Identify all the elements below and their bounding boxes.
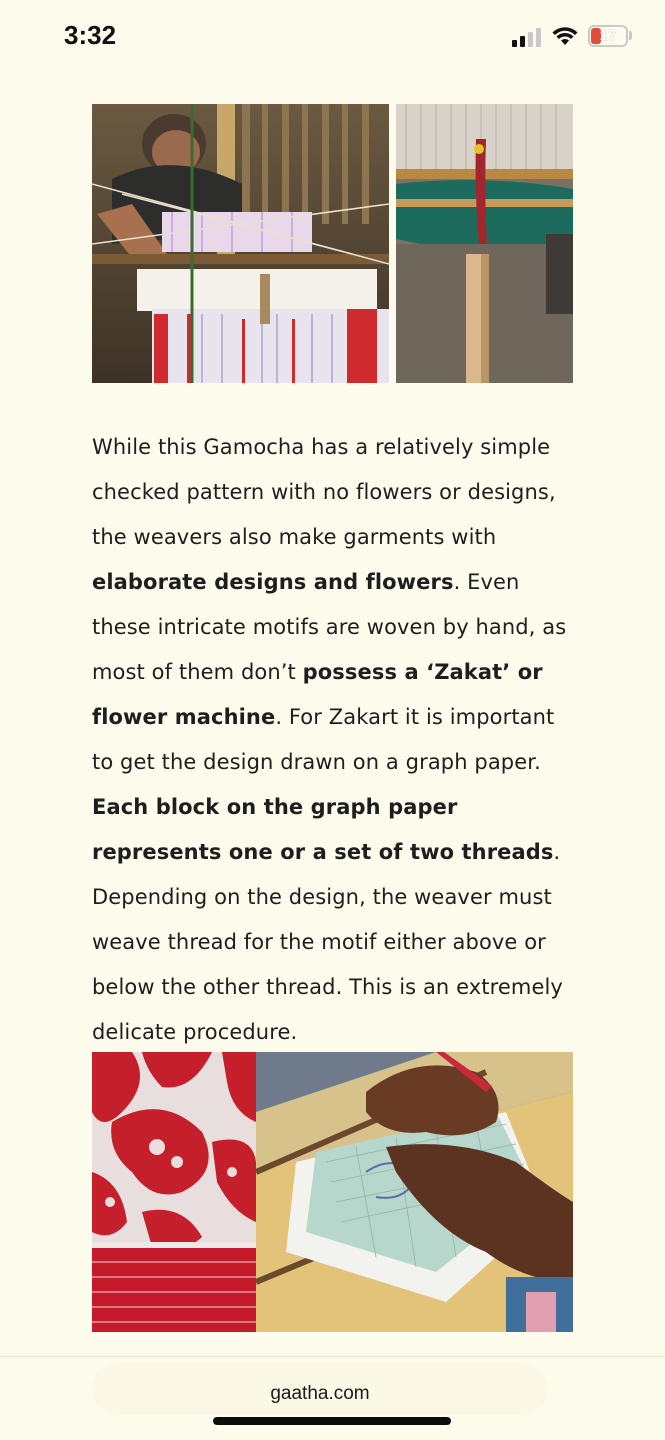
battery-cap — [629, 31, 632, 40]
battery-level: 17 — [599, 27, 617, 44]
hands-on-graph-paper-design-photo — [256, 1052, 573, 1332]
browser-address-bar[interactable] — [0, 1356, 665, 1440]
battery-icon — [588, 25, 628, 47]
wifi-icon — [552, 26, 578, 46]
article-text-4: . Depending on the design, the weaver must weave thread for the motif either above or below the other thread. This is an extremely delicate procedure. — [92, 840, 563, 1044]
status-bar — [0, 0, 665, 74]
cellular-signal-icon — [512, 27, 542, 47]
loom-threads-detail-photo — [396, 104, 573, 383]
article-bold-3: Each block on the graph paper represents one or a set of two threads — [92, 795, 554, 864]
red-floral-woven-textile-photo — [92, 1052, 256, 1332]
woman-weaving-on-loom-photo — [92, 104, 389, 383]
url-text[interactable]: gaatha.com — [270, 1383, 370, 1404]
article-bold-2: possess a ‘Zakat’ or flower machine — [92, 660, 543, 729]
article-text-2: . Even these intricate motifs are woven by hand, as most of them don’t — [92, 570, 567, 684]
address-pill[interactable] — [92, 1363, 548, 1415]
article-text-3: . For Zakart it is important to get the design drawn on a graph paper. — [92, 705, 555, 774]
home-indicator[interactable] — [213, 1417, 451, 1425]
article-bold-1: elaborate designs and flowers — [92, 570, 454, 594]
status-time: 3:32 — [64, 20, 117, 50]
article-paragraph — [92, 425, 582, 1055]
article-text-1: While this Gamocha has a relatively simple checked pattern with no flowers or designs, the weavers also make garments with — [92, 435, 556, 549]
